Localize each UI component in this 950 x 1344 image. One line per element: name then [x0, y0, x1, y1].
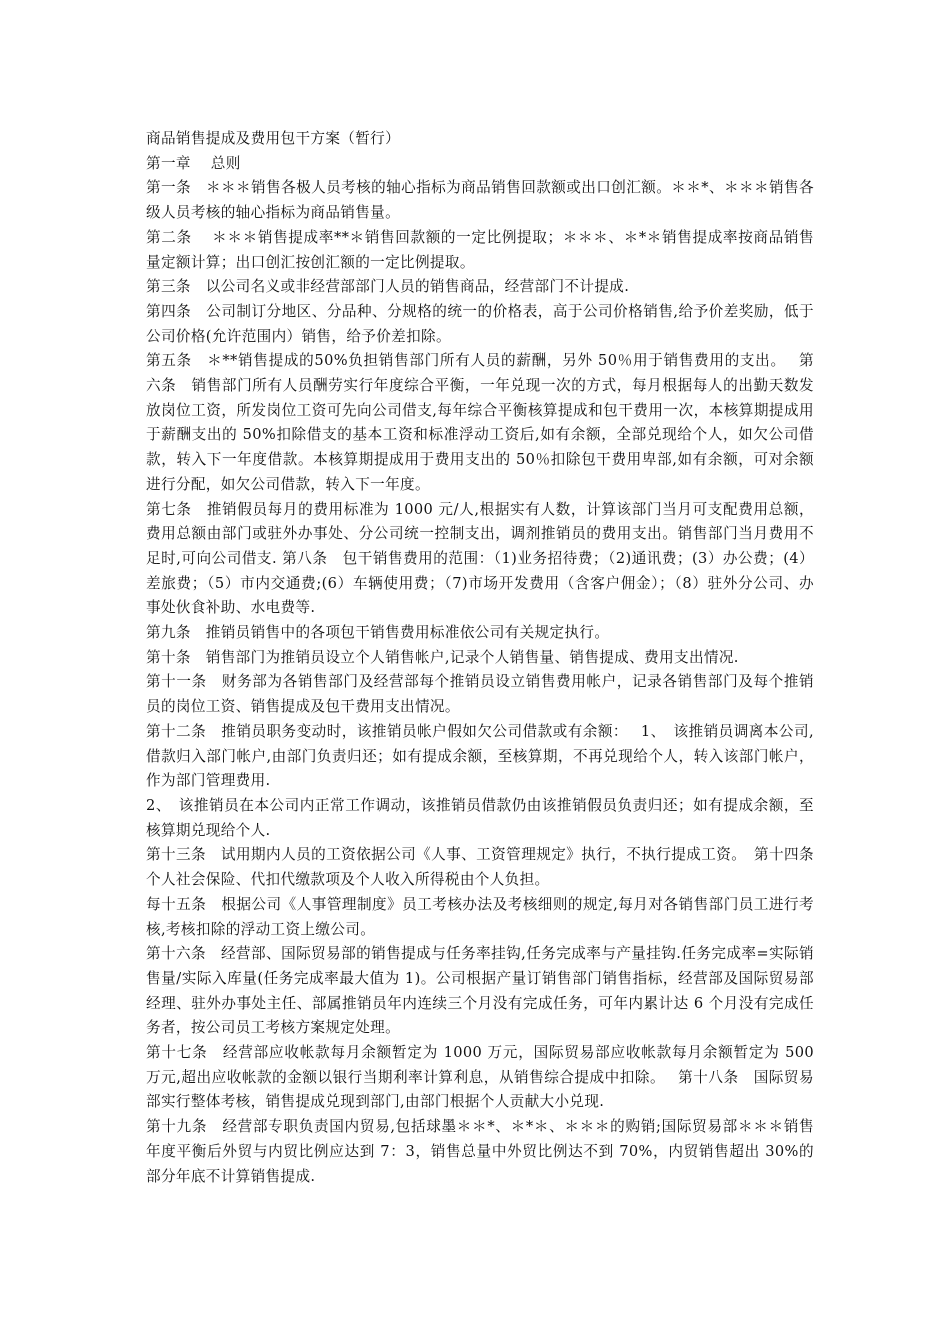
- document-title: 商品销售提成及费用包干方案（暂行）: [146, 130, 401, 147]
- article-11: 第十一条 财务部为各销售部门及经营部每个推销员设立销售费用帐户，记录各销售部门及每个推销员的岗位工资、销售提成及包干费用支出情况。: [146, 673, 814, 716]
- article-13-14: 第十三条 试用期内人员的工资依据公司《人事、工资管理规定》执行，不执行提成工资。 第十四条 个人社会保险、代扣代缴款项及个人收入所得税由个人负担。: [146, 846, 829, 889]
- article-12-item-2: 2、 该推销员在本公司内正常工作调动，该推销员借款仍由该推销假员负责归还；如有提成余额，至核算期兑现给个人.: [146, 796, 814, 839]
- article-16: 第十六条 经营部、国际贸易部的销售提成与任务率挂钩,任务完成率与产量挂钩.任务完成率=实际销售量/实际入库量(任务完成率最大值为 1)。公司根据产量订销售部门销售指标，经营部及国际贸易部经理、驻外办事处主任、部属推销员年内连续三个月没有完成任务，可年内累计达 6 个月没有完成任务者，按公司员工考核方案规定处理。: [146, 945, 814, 1037]
- article-17-18: 第十七条 经营部应收帐款每月余额暂定为 1000 万元，国际贸易部应收帐款每月余额暂定为 500 万元,超出应收帐款的金额以银行当期利率计算利息，从销售综合提成中扣除。 第十八条 国际贸易部实行整体考核，销售提成兑现到部门,由部门根据个人贡献大小兑现.: [146, 1044, 819, 1111]
- article-7-8: 第七条 推销假员每月的费用标准为 1000 元/人,根据实有人数，计算该部门当月可支配费用总额，费用总额由部门或驻外办事处、分公司统一控制支出，调剂推销员的费用支出。销售部门当月费用不足时,可向公司借支. 第八条 包干销售费用的范围：（1)业务招待费；（2)通讯费；(3）办公费；(4）差旅费；（5）市内交通费;(6）车辆使用费；（7)市场开发费用（含客户佣金）；（8）驻外分公司、办事处伙食补助、水电费等.: [146, 500, 814, 617]
- article-15: 每十五条 根据公司《人事管理制度》员工考核办法及考核细则的规定,每月对各销售部门员工进行考核,考核扣除的浮动工资上缴公司。: [146, 895, 814, 938]
- article-19: 第十九条 经营部专职负责国内贸易,包括球墨＊＊*、＊*＊、＊＊＊的购销;国际贸易部＊＊＊销售年度平衡后外贸与内贸比例应达到 7：3，销售总量中外贸比例达不到 70%，内贸销售超出 30%的部分年底不计算销售提成.: [146, 1118, 814, 1185]
- article-10: 第十条 销售部门为推销员设立个人销售帐户,记录个人销售量、销售提成、费用支出情况.: [146, 648, 739, 666]
- article-2: 第二条 ＊＊＊销售提成率**＊销售回款额的一定比例提取；＊＊＊、＊*＊销售提成率按商品销售量定额计算；出口创汇按创汇额的一定比例提取。: [146, 228, 814, 271]
- article-12: 第十二条 推销员职务变动时，该推销员帐户假如欠公司借款或有余额： 1、 该推销员调离本公司,借款归入部门帐户,由部门负责归还；如有提成余额，至核算期，不再兑现给个人，转入该部门帐户，作为部门管理费用.: [146, 722, 814, 790]
- article-4: 第四条 公司制订分地区、分品种、分规格的统一的价格表，高于公司价格销售,给予价差奖励，低于公司价格(允许范围内）销售，给予价差扣除。: [146, 302, 814, 345]
- article-3: 第三条 以公司名义或非经营部部门人员的销售商品，经营部门不计提成.: [146, 278, 630, 296]
- chapter-heading: 第一章 总则: [146, 154, 241, 172]
- article-1: 第一条 ＊＊＊销售各极人员考核的轴心指标为商品销售回款额或出口创汇额。＊＊*、＊＊＊销售各级人员考核的轴心指标为商品销售量。: [146, 179, 814, 222]
- article-5-6: 第五条 ＊**销售提成的50%负担销售部门所有人员的薪酬，另外 50％用于销售费用的支出。 第六条 销售部门所有人员酬劳实行年度综合平衡，一年兑现一次的方式，每月根据每人的出勤天数发放岗位工资，所发岗位工资可先向公司借支,每年综合平衡核算提成和包干费用一次，本核算期提成用于薪酬支出的 50%扣除借支的基本工资和标准浮动工资后,如有余额，全部兑现给个人，如欠公司借款，转入下一年度借款。本核算期提成用于费用支出的 50％扣除包干费用卑部,如有余额，可对余额进行分配，如欠公司借款，转入下一年度。: [146, 352, 814, 493]
- document-body: [146, 127, 829, 1189]
- article-9: 第九条 推销员销售中的各项包干销售费用标准依公司有关规定执行。: [146, 624, 610, 642]
